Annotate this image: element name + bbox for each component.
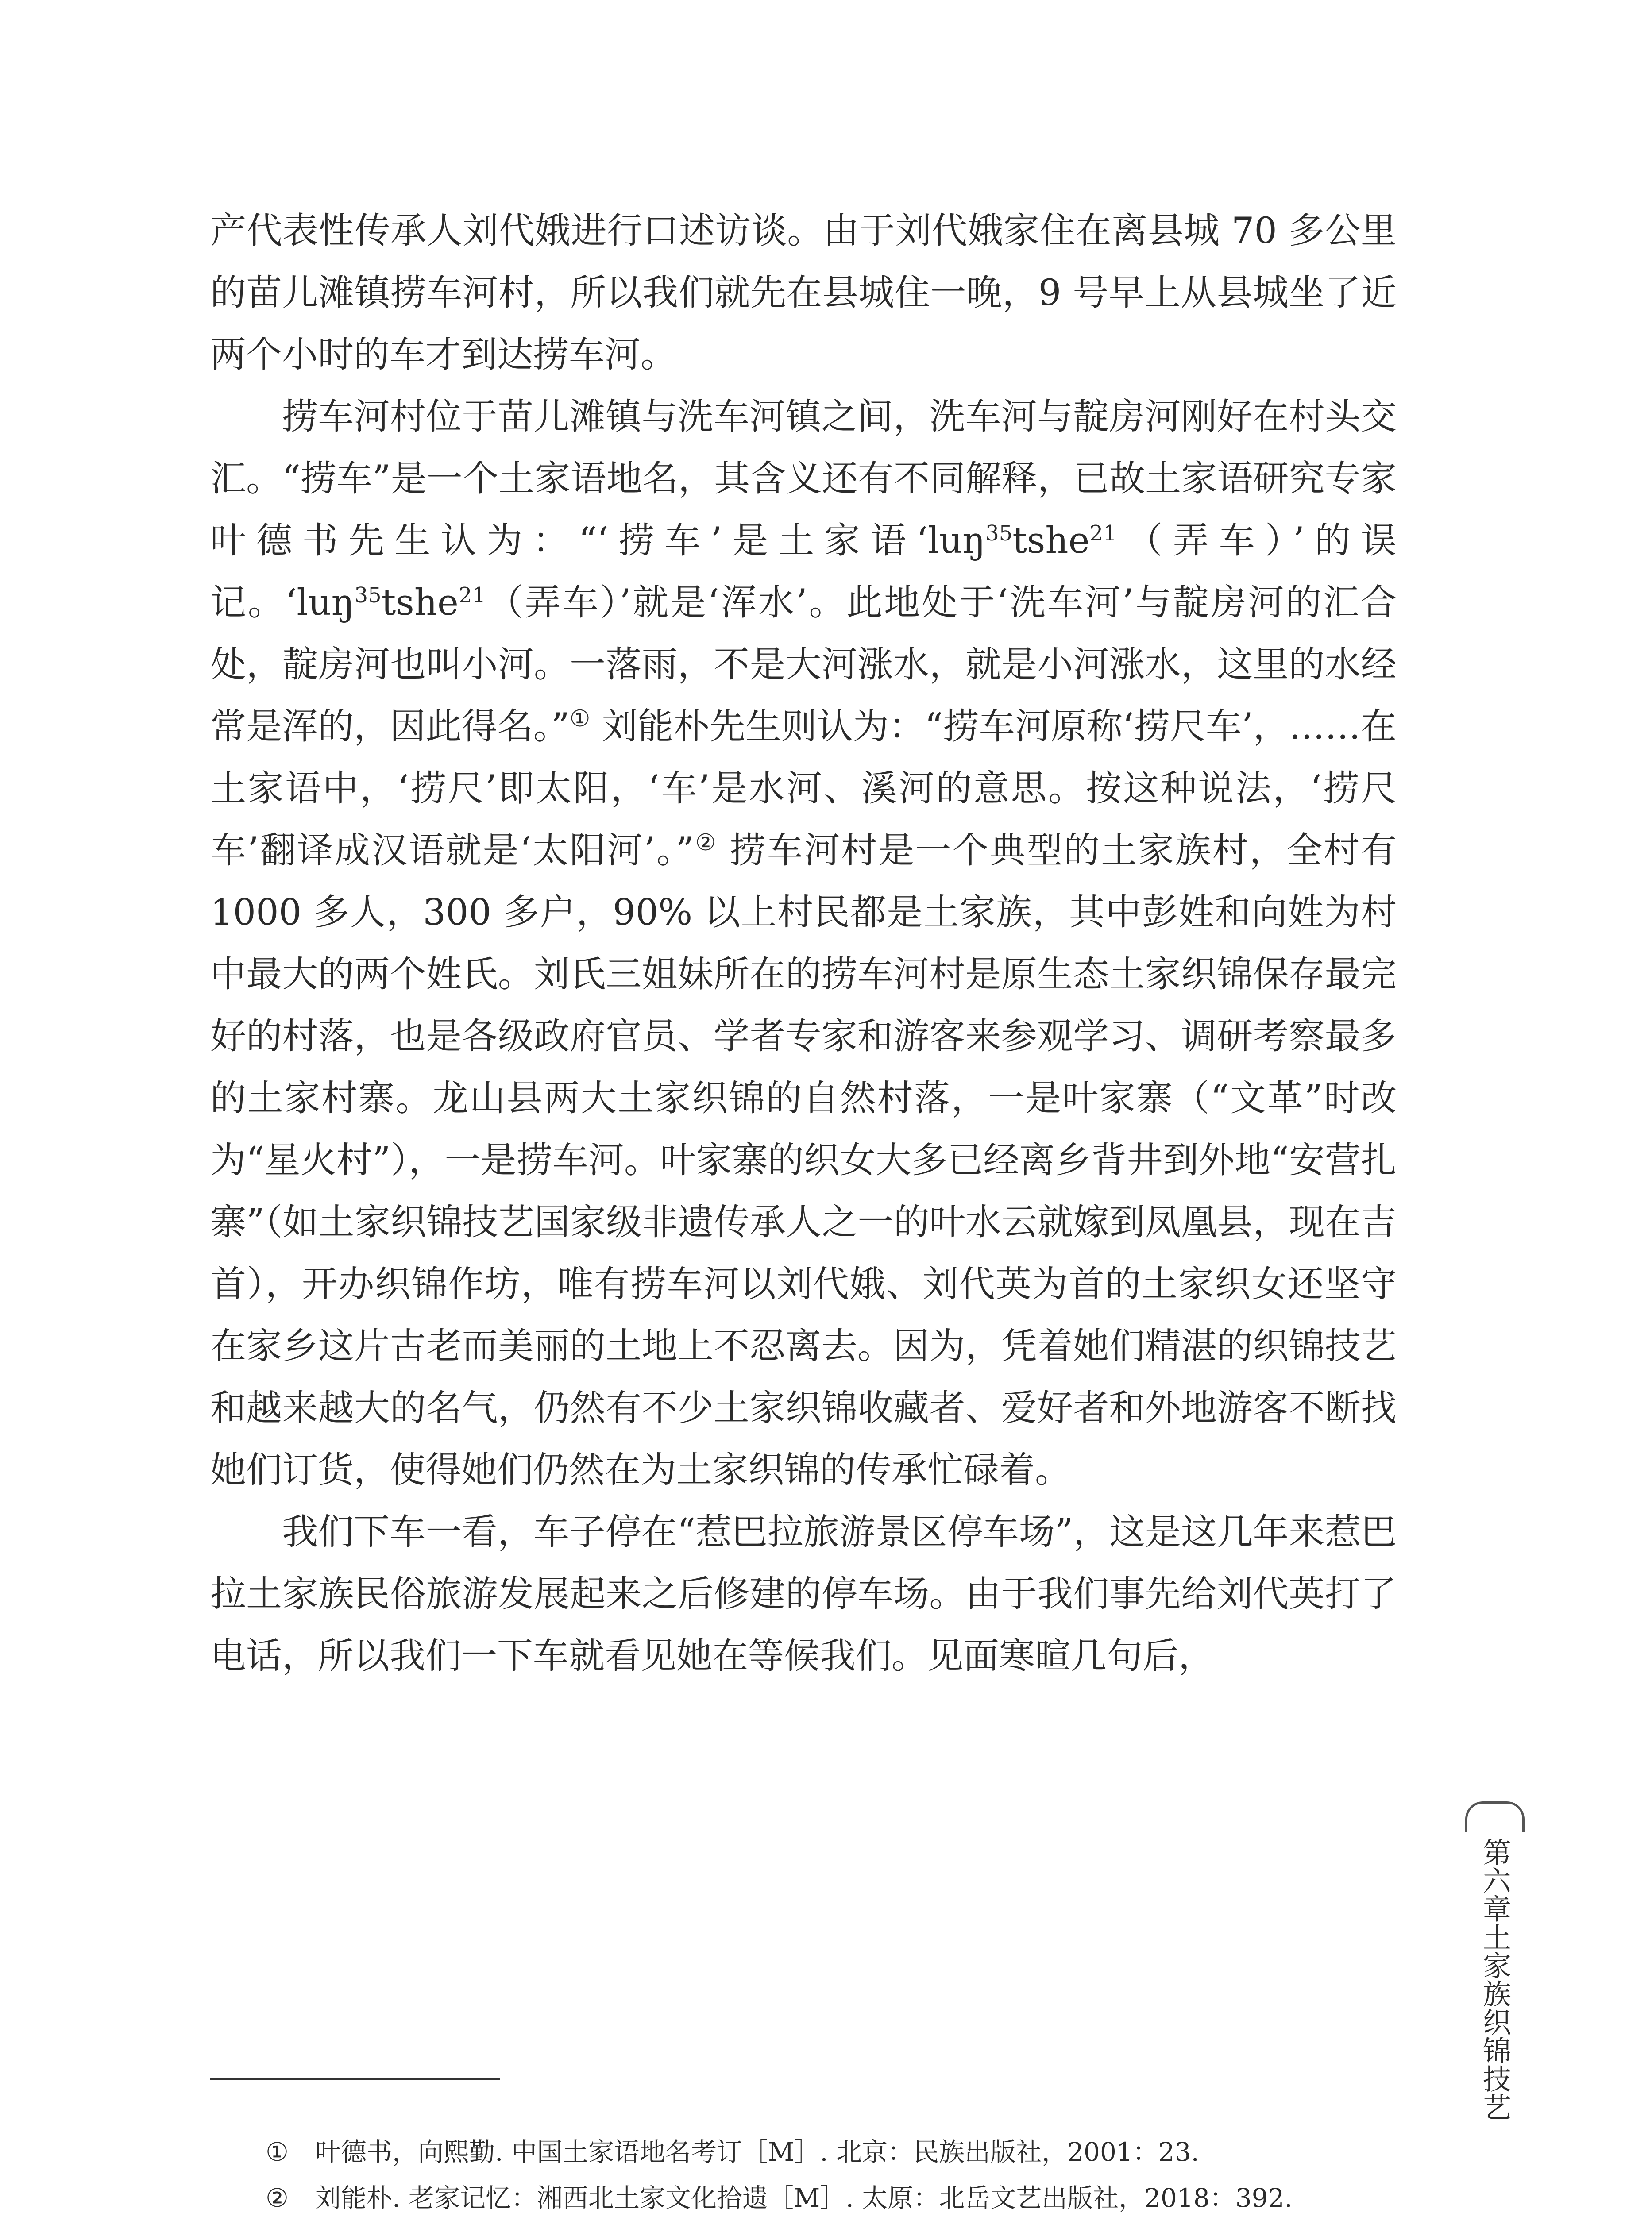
footnote-reference-1[interactable]: ① (569, 706, 591, 732)
chapter-number: 第六章 (1478, 1838, 1511, 1923)
paragraph-2-text-g: 捞车河村是一个典型的土家族村，全村有 1000 多人，300 多户，90% 以上村民都是土家族，其中彭姓和向姓为村中最大的两个姓氏。刘氏三姐妹所在的捞车河村是原生态土家织锦保存最完好的村落，也是各级政府官员、学者专家和游客来参观学习、调研考察最多的土家村寨。龙山县两大土家织锦的自然村落，一是叶家寨（“文革”时改为“星火村”），一是捞车河。叶家寨的织女大多已经离乡背井到外地“安营扎寨”（如土家织锦技艺国家级非遗传承人之一的叶水云就嫁到凤凰县，现在吉首），开办织锦作坊，唯有捞车河以刘代娥、刘代英为首的土家织女还坚守在家乡这片古老而美丽的土地上不忍离去。因为，凭着她们精湛的织锦技艺和越来越大的名气，仍然有不少土家织锦收藏者、爱好者和外地游客不断找她们订货，使得她们仍然在为土家织锦的传承忙碌着。 (210, 830, 1397, 1491)
paragraph-3: 我们下车一看，车子停在“惹巴拉旅游景区停车场”，这是这几年来惹巴拉土家族民俗旅游发展起来之后修建的停车场。由于我们事先给刘代英打了电话，所以我们一下车就看见她在等候我们。见面寒暄几句后， (210, 1511, 1397, 1677)
paragraph-1: 产代表性传承人刘代娥进行口述访谈。由于刘代娥家住在离县城 70 多公里的苗儿滩镇捞车河村，所以我们就先在县城住一晚，9 号早上从县城坐了近两个小时的车才到达捞车河。 (210, 210, 1397, 376)
main-text (210, 200, 1397, 1687)
paragraph-2-text-b: tshe (1012, 520, 1090, 562)
footnote-1-mark: ① (266, 2137, 289, 2167)
footnote-2-text: 刘能朴. 老家记忆：湘西北土家文化拾遗［M］. 太原：北岳文艺出版社，2018：392. (315, 2183, 1293, 2213)
paragraph-2-text-e: （弄车）’就是‘浑水’。此地处于‘洗车河’与靛房河的汇合处，靛房河也叫小河。一落雨，不是大河涨水，就是小河涨水，这里的水经常是浑的，因此得名。” (210, 582, 1397, 748)
side-bracket-top (1465, 1801, 1525, 1832)
chapter-name: 土家族织锦技艺 (1478, 1923, 1511, 2121)
chapter-title-vertical (1478, 1838, 1511, 2121)
footnote-divider (210, 2078, 500, 2080)
tone-number-21: 21 (1089, 521, 1117, 546)
paragraph-2-text-d: tshe (381, 582, 459, 624)
chapter-side-label (1462, 1801, 1528, 2213)
footnote-reference-2[interactable]: ② (694, 829, 718, 856)
footnote-2 (266, 2175, 1417, 2213)
footnote-2-mark: ② (266, 2183, 289, 2213)
paragraph-2-text-c: （弄车）’的误记。‘luŋ (210, 520, 1397, 624)
paragraph-2 (210, 386, 1397, 1501)
footnote-1-text: 叶德书，向熙勤. 中国土家语地名考订［M］. 北京：民族出版社，2001：23. (315, 2137, 1199, 2167)
footnote-1 (266, 2129, 1417, 2175)
tone-number-35-second: 35 (354, 583, 382, 608)
paragraph-2-text-f: 刘能朴先生则认为：“捞车河原称‘捞尺车’，……在土家语中，‘捞尺’即太阳，‘车’是水河、溪河的意思。按这种说法，‘捞尺车’翻译成汉语就是‘太阳河’。” (210, 706, 1397, 871)
footnotes (266, 2129, 1417, 2213)
paragraph-2-text-a: 捞车河村位于苗儿滩镇与洗车河镇之间，洗车河与靛房河刚好在村头交汇。“捞车”是一个土家语地名，其含义还有不同解释，已故土家语研究专家叶德书先生认为：“‘捞车’是土家语‘luŋ (210, 396, 1397, 562)
tone-number-21-second: 21 (458, 583, 486, 608)
tone-number-35: 35 (985, 521, 1013, 546)
